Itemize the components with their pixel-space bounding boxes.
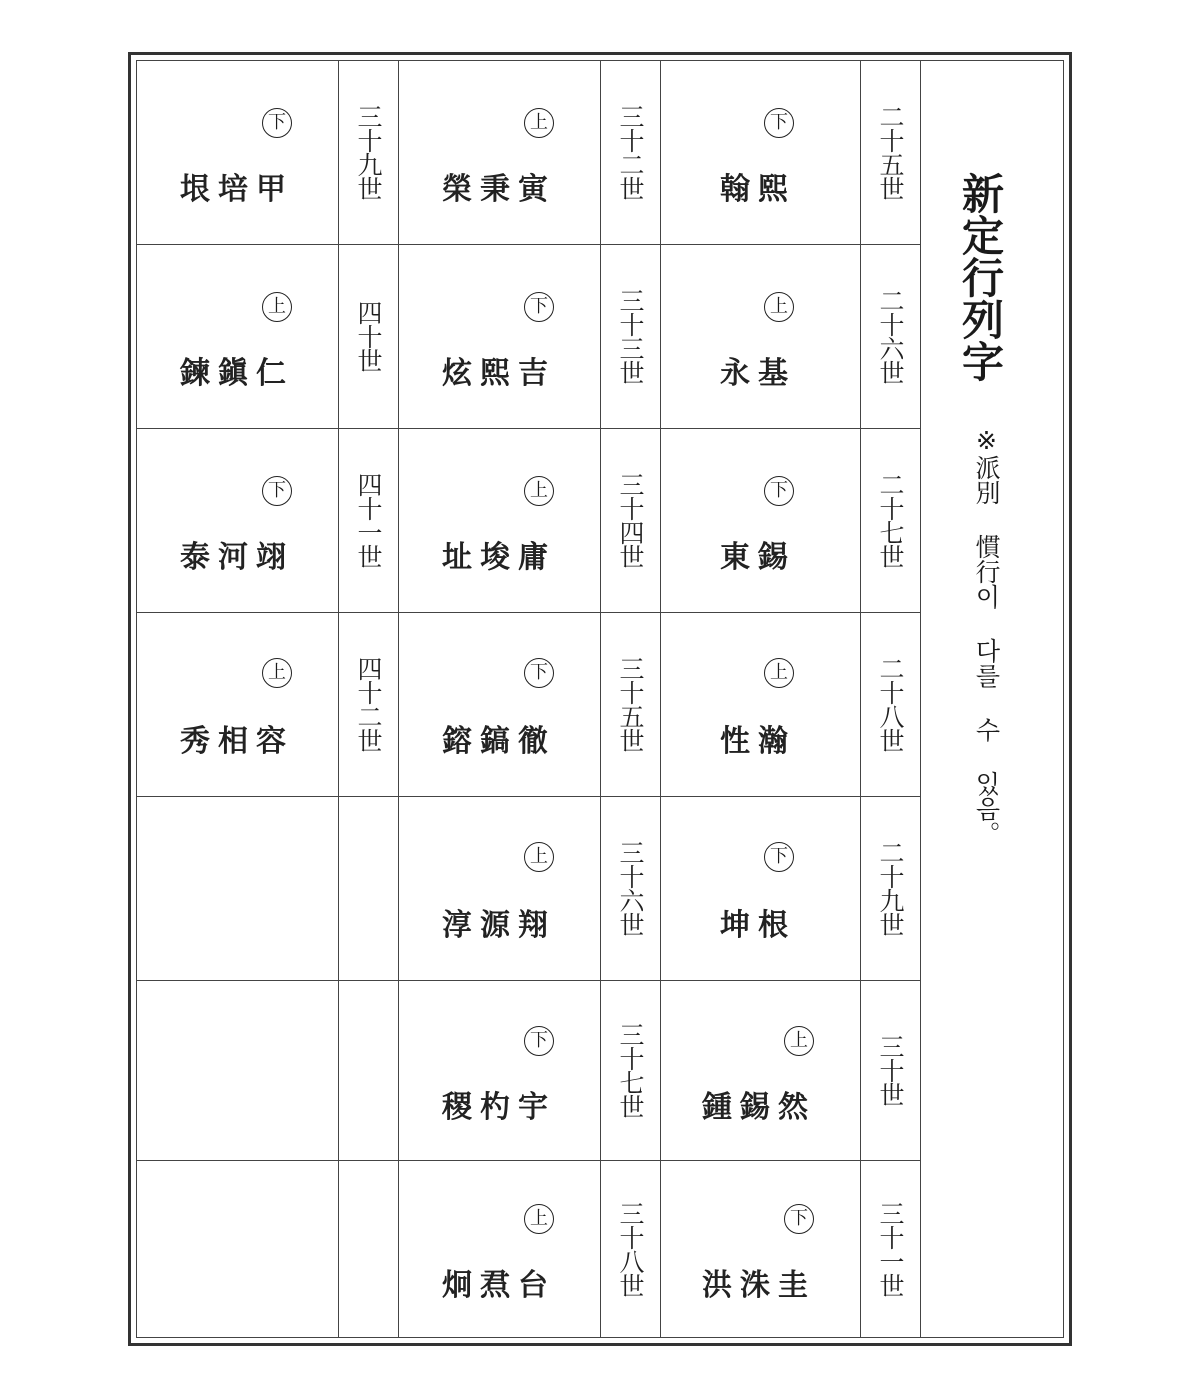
- generation-cell: [600, 244, 660, 428]
- generation-cell: [338, 244, 398, 428]
- generation-cell: [600, 980, 660, 1160]
- name-characters: 稷杓宇: [442, 1090, 556, 1125]
- grid-line-horizontal: [136, 796, 920, 797]
- upper-mark-icon: 上: [524, 108, 554, 138]
- name-characters: 永基: [720, 356, 796, 391]
- grid-line-horizontal: [136, 612, 920, 613]
- grid-line-horizontal: [136, 980, 920, 981]
- lower-mark-icon: 下: [764, 476, 794, 506]
- lower-mark-icon: 下: [764, 842, 794, 872]
- grid-line-vertical: [660, 60, 661, 1338]
- generation-label: 三十七世: [616, 1022, 645, 1118]
- name-characters: 性瀚: [720, 724, 796, 759]
- grid-line-horizontal: [136, 1160, 920, 1161]
- name-characters: 炯焄台: [442, 1268, 556, 1303]
- generation-cell: [860, 1160, 920, 1338]
- upper-mark-icon: 上: [524, 476, 554, 506]
- name-characters: 秀相容: [180, 724, 294, 759]
- generation-label: 四十二世: [354, 656, 383, 752]
- generation-label: 四十一世: [354, 472, 383, 568]
- grid-line-horizontal: [136, 428, 920, 429]
- document-note: ※派別 慣行이 다를 수 있음。: [972, 426, 1001, 846]
- generation-cell: [338, 60, 398, 244]
- generation-label: 四十世: [354, 300, 383, 372]
- generation-label: 三十三世: [616, 288, 645, 384]
- generation-label: 三十一世: [876, 1201, 905, 1297]
- generation-cell: [860, 796, 920, 980]
- name-characters: 榮秉寅: [442, 172, 556, 207]
- name-characters: 垠培甲: [180, 172, 294, 207]
- generation-cell: [860, 980, 920, 1160]
- lower-mark-icon: 下: [764, 108, 794, 138]
- grid-line-vertical: [398, 60, 399, 1338]
- generation-cell: [600, 1160, 660, 1338]
- generation-cell: [860, 612, 920, 796]
- generation-label: 三十二世: [616, 104, 645, 200]
- generation-cell: [600, 60, 660, 244]
- generation-cell: [338, 612, 398, 796]
- generation-label: 三十四世: [616, 472, 645, 568]
- upper-mark-icon: 上: [262, 658, 292, 688]
- generation-cell: [860, 60, 920, 244]
- name-characters: 址埈庸: [442, 540, 556, 575]
- lower-mark-icon: 下: [524, 658, 554, 688]
- name-characters: 鎔鎬徹: [442, 724, 556, 759]
- generation-label: 二十六世: [876, 288, 905, 384]
- lower-mark-icon: 下: [262, 476, 292, 506]
- grid-line-horizontal: [136, 244, 920, 245]
- name-characters: 淳源翔: [442, 908, 556, 943]
- name-characters: 坤根: [720, 908, 796, 943]
- generation-cell: [338, 428, 398, 612]
- generation-label: 二十八世: [876, 656, 905, 752]
- upper-mark-icon: 上: [764, 292, 794, 322]
- upper-mark-icon: 上: [784, 1026, 814, 1056]
- generation-cell: [860, 428, 920, 612]
- generation-label: 二十七世: [876, 472, 905, 568]
- name-characters: 鍊鎭仁: [180, 356, 294, 391]
- generation-cell: [600, 612, 660, 796]
- lower-mark-icon: 下: [524, 292, 554, 322]
- lower-mark-icon: 下: [524, 1026, 554, 1056]
- lower-mark-icon: 下: [784, 1204, 814, 1234]
- generation-label: 三十六世: [616, 840, 645, 936]
- generation-cell: [860, 244, 920, 428]
- name-characters: 翰熙: [720, 172, 796, 207]
- generation-label: 二十五世: [876, 104, 905, 200]
- name-characters: 洪洙圭: [702, 1268, 816, 1303]
- generation-label: 三十五世: [616, 656, 645, 752]
- generation-label: 二十九世: [876, 840, 905, 936]
- upper-mark-icon: 上: [524, 1204, 554, 1234]
- name-characters: 鍾錫然: [702, 1090, 816, 1125]
- generation-label: 三十世: [876, 1034, 905, 1106]
- document-title: 新定行列字: [956, 172, 1005, 382]
- lower-mark-icon: 下: [262, 108, 292, 138]
- upper-mark-icon: 上: [764, 658, 794, 688]
- generation-cell: [600, 796, 660, 980]
- upper-mark-icon: 上: [262, 292, 292, 322]
- upper-mark-icon: 上: [524, 842, 554, 872]
- name-characters: 炫熙吉: [442, 356, 556, 391]
- generation-cell: [600, 428, 660, 612]
- generation-label: 三十八世: [616, 1201, 645, 1297]
- name-characters: 東錫: [720, 540, 796, 575]
- name-characters: 泰河翊: [180, 540, 294, 575]
- generation-label: 三十九世: [354, 104, 383, 200]
- grid-line-vertical: [920, 60, 921, 1338]
